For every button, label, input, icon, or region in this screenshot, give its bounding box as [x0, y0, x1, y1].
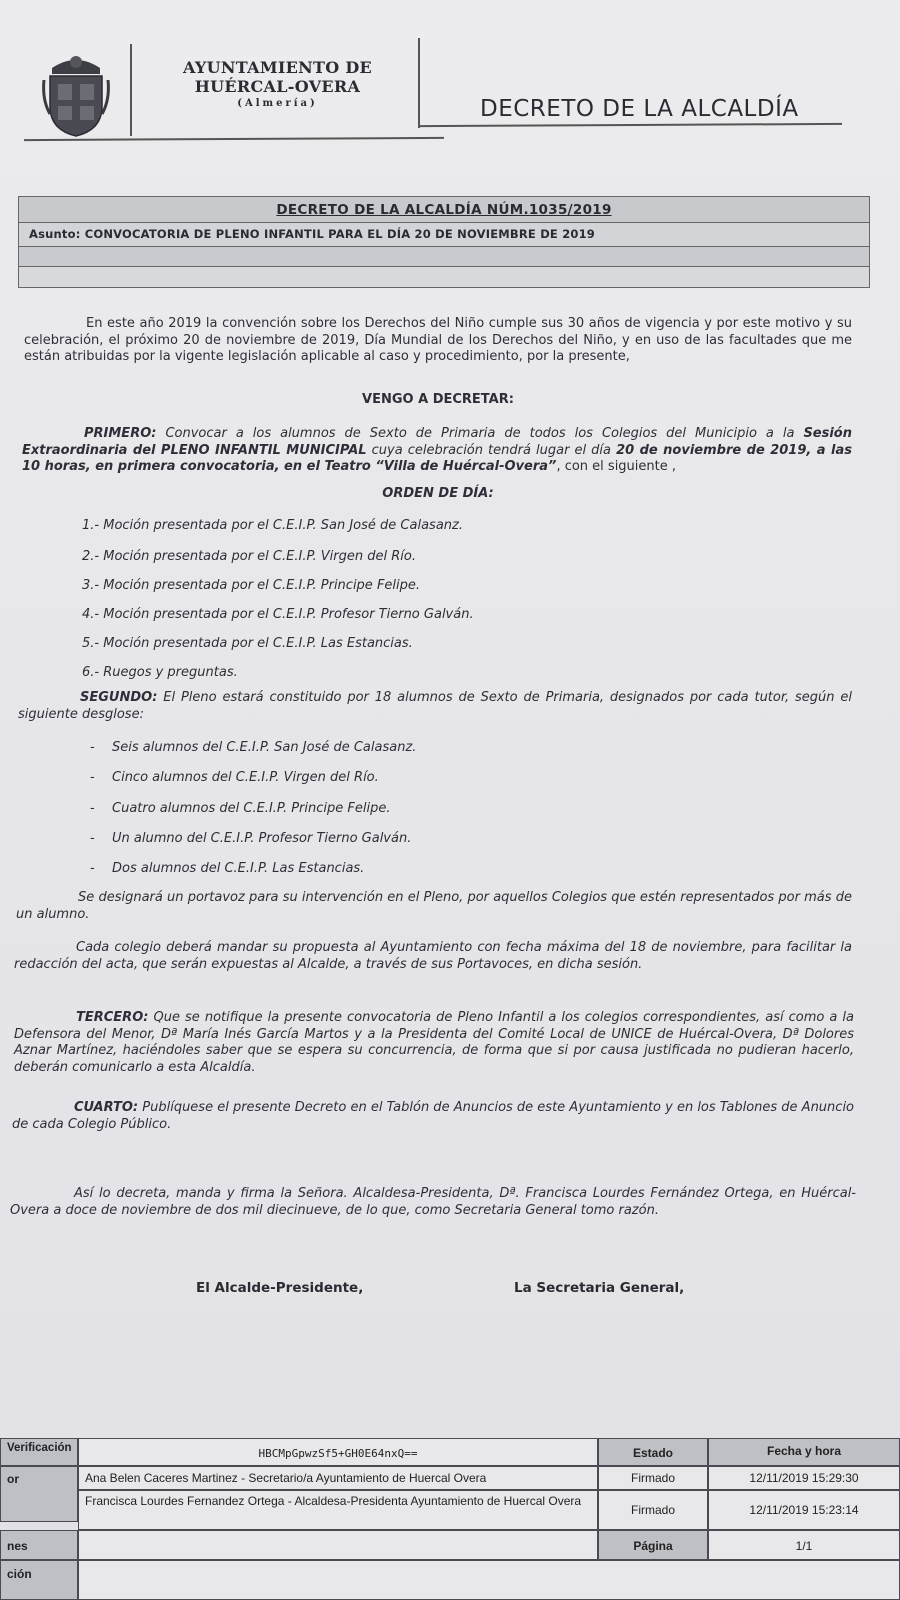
- decree-subject-row: [19, 223, 869, 247]
- primero-text-e: , con el siguiente ,: [556, 459, 677, 474]
- orden-item: 3.- Moción presentada por el C.E.I.P. Principe Felipe.: [82, 578, 421, 593]
- desglose-item: Dos alumnos del C.E.I.P. Las Estancias.: [112, 861, 365, 876]
- bullet-dash: -: [90, 801, 95, 816]
- signer-row: Francisca Lourdes Fernandez Ortega - Alcaldesa-Presidenta Ayuntamiento de Huercal Overa: [78, 1490, 598, 1530]
- verification-code: HBCMpGpwzSf5+GH0E64nxQ==: [78, 1438, 598, 1466]
- tercero-text: Que se notifique la presente convocatoria de Pleno Infantil a los colegios correspondientes, así como a la Defensora del Menor, Dª María Inés García Martos y a la Presidenta del Comité Local de UNICE de Huércal-Overa, Dª Dolores Aznar Martínez, haciéndoles saber que se espera su concurrencia, de forma que si por causa justificada no pudieran hacerlo, deberán comunicarlo a esta Alcaldía.: [14, 1010, 854, 1075]
- org-line-1: AYUNTAMIENTO DE: [182, 58, 373, 77]
- bullet-dash: -: [90, 831, 95, 846]
- header-underline-right: [420, 123, 842, 127]
- fecha-header: Fecha y hora: [708, 1438, 900, 1466]
- signer-row: Ana Belen Caceres Martinez - Secretario/a Ayuntamiento de Huercal Overa: [78, 1466, 598, 1490]
- intro-paragraph: En este año 2019 la convención sobre los Derechos del Niño cumple sus 30 años de vigencia y por este motivo y su celebración, el próximo 20 de noviembre de 2019, Día Mundial de los Derechos del Niño, y en uso de las facultades que me están atribuidas por la vigente legislación aplicable al caso y procedimiento, por la presente,: [24, 316, 852, 364]
- tercero-paragraph: [14, 1010, 854, 1076]
- url-value: [78, 1560, 900, 1600]
- decree-number-title: DECRETO DE LA ALCALDÍA NÚM.1035/2019: [276, 202, 612, 218]
- header-title: DECRETO DE LA ALCALDÍA: [480, 96, 799, 122]
- verificacion-label: Verificación: [0, 1438, 78, 1466]
- primero-paragraph: [22, 426, 852, 476]
- decree-box: [18, 196, 870, 288]
- propuesta-paragraph: Cada colegio deberá mandar su propuesta al Ayuntamiento con fecha máxima del 18 de noviembre, para facilitar la redacción del acta, que serán expuestas al Alcalde, a través de sus Portavoces, en dicha sesión.: [14, 940, 852, 972]
- pagina-header: Página: [598, 1530, 708, 1560]
- bullet-dash: -: [90, 740, 95, 755]
- primero-text-d: 20 de noviembre de 2019, a las 10 horas, en primera convocatoria, en el Teatro “Villa de Huércal-Overa”: [22, 442, 852, 474]
- bullet-dash: -: [90, 770, 95, 785]
- decree-empty-row: [19, 267, 869, 287]
- signature-right: La Secretaria General,: [514, 1280, 685, 1296]
- segundo-paragraph: [18, 690, 852, 723]
- primero-text-b: Sesión Extraordinaria del PLENO INFANTIL MUNICIPAL: [22, 426, 852, 458]
- bullet-dash: -: [90, 861, 95, 876]
- signer-date: 12/11/2019 15:29:30: [708, 1466, 900, 1490]
- org-line-3: (Almería): [237, 98, 318, 109]
- primero-text-a: Convocar a los alumnos de Sexto de Primaria de todos los Colegios del Municipio a la: [165, 426, 795, 441]
- orden-heading: ORDEN DE DÍA:: [382, 486, 494, 501]
- pagina-value: 1/1: [708, 1530, 900, 1560]
- orden-item: 1.- Moción presentada por el C.E.I.P. San José de Calasanz.: [82, 518, 463, 533]
- primero-label: PRIMERO:: [84, 426, 157, 441]
- orden-item: 6.- Ruegos y preguntas.: [82, 665, 238, 680]
- decree-subject: Asunto: CONVOCATORIA DE PLENO INFANTIL PARA EL DÍA 20 DE NOVIEMBRE DE 2019: [29, 227, 596, 241]
- desglose-item: Seis alumnos del C.E.I.P. San José de Calasanz.: [112, 740, 417, 755]
- por-label: or: [0, 1466, 78, 1522]
- signature-left: El Alcalde-Presidente,: [196, 1280, 364, 1296]
- signer-date: 12/11/2019 15:23:14: [708, 1490, 900, 1530]
- org-line-2: HUÉRCAL-OVERA: [194, 77, 361, 96]
- coat-of-arms-icon: [42, 50, 110, 138]
- orden-item: 2.- Moción presentada por el C.E.I.P. Virgen del Río.: [82, 549, 416, 564]
- decree-title-row: [19, 197, 869, 223]
- portavoz-paragraph: Se designará un portavoz para su intervención en el Pleno, por aquellos Colegios que estén representados por más de un alumno.: [16, 890, 852, 922]
- url-label: ción: [0, 1560, 78, 1600]
- estado-header: Estado: [598, 1438, 708, 1466]
- closing-paragraph: Así lo decreta, manda y firma la Señora. Alcaldesa-Presidenta, Dª. Francisca Lourdes Fernández Ortega, en Huércal-Overa a doce de noviembre de dos mil diecinueve, de lo que, como Secretaria General tomo razón.: [10, 1186, 856, 1218]
- header-divider-left: [130, 44, 132, 136]
- header-divider-right: [418, 38, 420, 128]
- decree-empty-row: [19, 247, 869, 267]
- signer-status: Firmado: [598, 1490, 708, 1530]
- cuarto-paragraph: [12, 1100, 854, 1133]
- primero-text-c: cuya celebración tendrá lugar el día: [371, 442, 611, 458]
- desglose-item: Cuatro alumnos del C.E.I.P. Principe Felipe.: [112, 801, 391, 816]
- vengo-heading: VENGO A DECRETAR:: [362, 392, 514, 407]
- organization-name: [140, 58, 415, 109]
- orden-item: 5.- Moción presentada por el C.E.I.P. Las Estancias.: [82, 636, 413, 651]
- desglose-item: Un alumno del C.E.I.P. Profesor Tierno Galván.: [112, 831, 412, 846]
- segundo-label: SEGUNDO:: [80, 690, 158, 705]
- cuarto-text: Publíquese el presente Decreto en el Tablón de Anuncios de este Ayuntamiento y en los Tablones de Anuncio de cada Colegio Público.: [12, 1100, 855, 1132]
- segundo-text: El Pleno estará constituido por 18 alumnos de Sexto de Primaria, designados por cada tutor, según el siguiente desglose:: [18, 690, 852, 722]
- observaciones-value: [78, 1530, 598, 1560]
- tercero-label: TERCERO:: [76, 1010, 149, 1025]
- orden-item: 4.- Moción presentada por el C.E.I.P. Profesor Tierno Galván.: [82, 607, 474, 622]
- observaciones-label: nes: [0, 1530, 78, 1560]
- signer-status: Firmado: [598, 1466, 708, 1490]
- cuarto-label: CUARTO:: [74, 1100, 139, 1115]
- verification-table: [0, 1438, 900, 1600]
- desglose-item: Cinco alumnos del C.E.I.P. Virgen del Río.: [112, 770, 379, 785]
